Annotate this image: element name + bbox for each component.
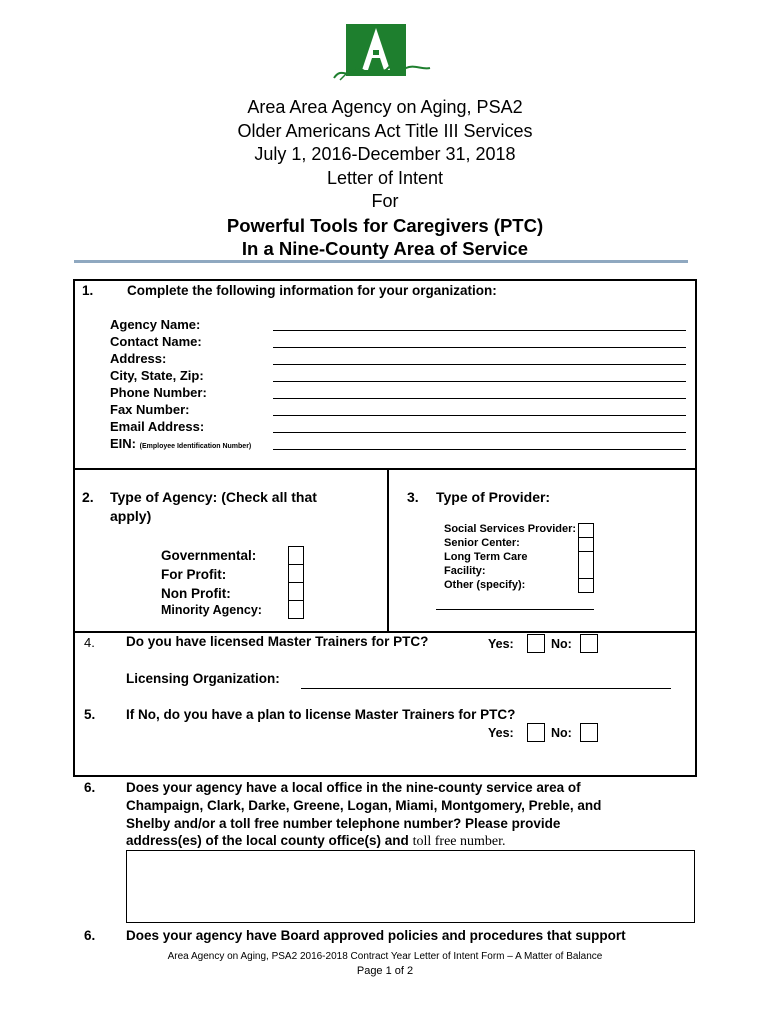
- ein-label: EIN:: [110, 436, 136, 451]
- social-services-checkbox[interactable]: [578, 523, 594, 538]
- contact-name-field[interactable]: [273, 347, 686, 348]
- section2-title-line2: apply): [110, 508, 152, 524]
- box45-bottom-border: [73, 775, 697, 777]
- section1-title: Complete the following information for your organization:: [127, 283, 497, 298]
- header-title-bold-2: In a Nine-County Area of Service: [241, 238, 529, 259]
- long-term-care-checkbox[interactable]: [578, 551, 594, 579]
- section5-question: If No, do you have a plan to license Master Trainers for PTC?: [126, 707, 516, 722]
- field-label-ein: [110, 435, 251, 455]
- section1-number: 1.: [82, 283, 94, 298]
- section2-title-line1: Type of Agency: (Check all that: [110, 489, 317, 505]
- ein-note: (Employee Identification Number): [139, 443, 252, 450]
- licensing-organization-label: Licensing Organization:: [126, 671, 280, 686]
- box23-divider: [387, 468, 389, 632]
- section6-line-2: Champaign, Clark, Darke, Greene, Logan, Miami, Montgomery, Preble, and: [126, 798, 602, 813]
- section4-no-label: No:: [551, 637, 572, 651]
- master-trainers-yes-checkbox[interactable]: [527, 634, 545, 653]
- section6-line-4-bold: address(es) of the local county office(s) and: [126, 833, 409, 848]
- agency-type-for-profit-label: For Profit:: [161, 567, 227, 582]
- box1-bottom-border: [73, 468, 697, 470]
- box-right-border: [695, 279, 697, 776]
- header-divider: [74, 260, 688, 263]
- section5-no-label: No:: [551, 726, 572, 740]
- section6-line-1: Does your agency have a local office in the nine-county service area of: [126, 780, 581, 795]
- plan-license-no-checkbox[interactable]: [580, 723, 598, 742]
- section4-yes-label: Yes:: [488, 637, 514, 651]
- provider-social-services-label: Social Services Provider:: [444, 523, 577, 535]
- ein-field[interactable]: [273, 449, 686, 450]
- local-office-response-box[interactable]: [126, 850, 695, 923]
- master-trainers-no-checkbox[interactable]: [580, 634, 598, 653]
- agency-type-non-profit-label: Non Profit:: [161, 586, 231, 601]
- header-title-bold-1: Powerful Tools for Caregivers (PTC): [226, 215, 544, 236]
- non-profit-checkbox[interactable]: [288, 582, 304, 601]
- section7-number: 6.: [84, 928, 96, 943]
- box1-top-border: [73, 279, 697, 281]
- field-label-address: Address:: [110, 351, 167, 366]
- agency-name-field[interactable]: [273, 330, 686, 331]
- box-left-border: [73, 279, 75, 776]
- other-provider-checkbox[interactable]: [578, 578, 594, 593]
- address-field[interactable]: [273, 364, 686, 365]
- senior-center-checkbox[interactable]: [578, 537, 594, 552]
- governmental-checkbox[interactable]: [288, 546, 304, 565]
- section6-number: 6.: [84, 780, 96, 795]
- header-line-3: July 1, 2016-December 31, 2018: [254, 144, 516, 164]
- section3-number: 3.: [407, 489, 419, 505]
- box23-bottom-border: [73, 631, 697, 633]
- minority-agency-checkbox[interactable]: [288, 600, 304, 619]
- section3-title: Type of Provider:: [436, 489, 551, 505]
- email-field[interactable]: [273, 432, 686, 433]
- section5-yes-label: Yes:: [488, 726, 514, 740]
- field-label-agency-name: Agency Name:: [110, 317, 201, 332]
- section5-number: 5.: [84, 707, 96, 722]
- provider-long-term-care-label: Long Term Care: [444, 551, 528, 563]
- section6-line-4-plain: toll free number.: [412, 834, 506, 849]
- logo-signature-icon: [330, 56, 434, 84]
- city-state-zip-field[interactable]: [273, 381, 686, 382]
- agency-type-minority-label: Minority Agency:: [161, 603, 262, 617]
- licensing-organization-field[interactable]: [301, 688, 671, 689]
- header-line-2: Older Americans Act Title III Services: [237, 120, 533, 141]
- provider-other-specify-field[interactable]: [436, 609, 594, 610]
- header-line-1: Area Area Agency on Aging, PSA2: [247, 97, 523, 117]
- section4-number: 4.: [84, 635, 95, 650]
- fax-field[interactable]: [273, 415, 686, 416]
- field-label-email: Email Address:: [110, 419, 205, 434]
- section7-question: Does your agency have Board approved policies and procedures that support: [126, 928, 626, 943]
- header-line-5: For: [371, 191, 399, 211]
- section6-line-3: Shelby and/or a toll free number telephone number? Please provide: [126, 816, 561, 831]
- section2-number: 2.: [82, 489, 94, 505]
- provider-facility-label: Facility:: [444, 565, 486, 577]
- footer-form-title: Area Agency on Aging, PSA2 2016-2018 Contract Year Letter of Intent Form – A Matter of Balance: [167, 951, 603, 962]
- agency-type-governmental-label: Governmental:: [161, 548, 257, 563]
- field-label-city-state-zip: City, State, Zip:: [110, 368, 204, 383]
- footer-page-number: Page 1 of 2: [356, 965, 414, 977]
- plan-license-yes-checkbox[interactable]: [527, 723, 545, 742]
- provider-other-label: Other (specify):: [444, 579, 526, 591]
- section6-line-4: [126, 833, 506, 850]
- field-label-contact-name: Contact Name:: [110, 334, 202, 349]
- field-label-fax: Fax Number:: [110, 402, 190, 417]
- section4-question: Do you have licensed Master Trainers for PTC?: [126, 634, 429, 649]
- field-label-phone: Phone Number:: [110, 385, 207, 400]
- header-line-4: Letter of Intent: [326, 167, 444, 188]
- phone-field[interactable]: [273, 398, 686, 399]
- provider-senior-center-label: Senior Center:: [444, 537, 520, 549]
- for-profit-checkbox[interactable]: [288, 564, 304, 583]
